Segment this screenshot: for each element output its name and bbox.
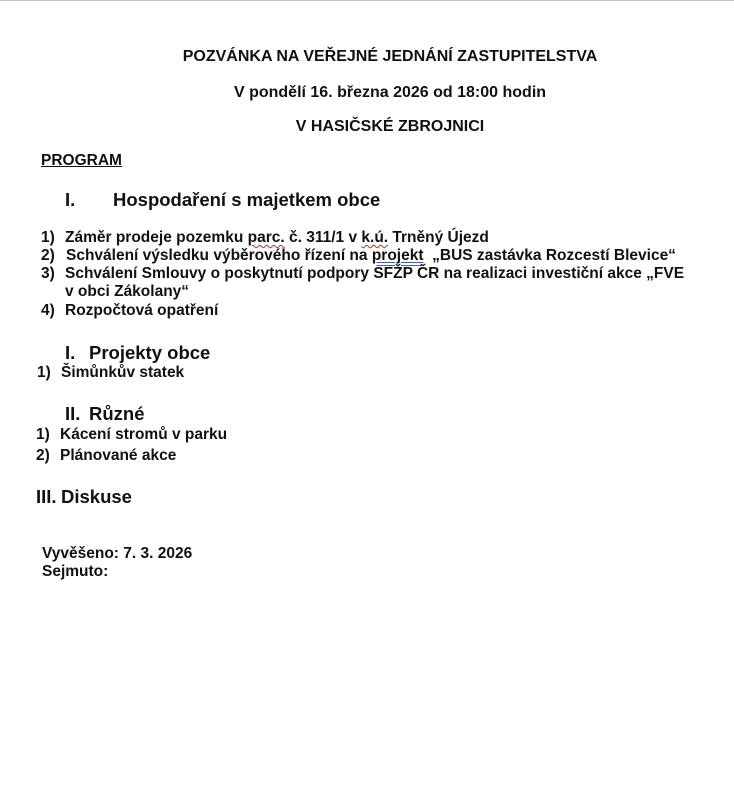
removed-date: Sejmuto: [42, 563, 109, 580]
item-number: 4) [41, 302, 55, 319]
meeting-place: V HASIČSKÉ ZBROJNICI [295, 118, 485, 135]
section-2-title: Projekty obce [89, 342, 211, 363]
list-item [36, 447, 176, 465]
item-text: Kácení stromů v parku [60, 426, 228, 443]
section-3-title: Různé [89, 403, 145, 424]
grammar-flagged-word: projekt [371, 247, 424, 264]
page-top-border [0, 0, 734, 1]
item-number: 2) [36, 447, 50, 464]
spellcheck-word: parc. [247, 229, 285, 246]
item-number: 1) [36, 426, 50, 443]
section-1-numeral: I. [65, 189, 76, 210]
item-text: Rozpočtová opatření [65, 302, 219, 319]
item-text: Schválení Smlouvy o poskytnutí podpory SFŽP ČR na realizaci investiční akce „FVE [65, 265, 685, 282]
item-text: č. 311/1 v [284, 229, 362, 246]
meeting-date: V pondělí 16. března 2026 od 18:00 hodin [233, 84, 547, 101]
document-title: POZVÁNKA NA VEŘEJNÉ JEDNÁNÍ ZASTUPITELSTVA [182, 48, 598, 65]
section-3-numeral: II. [65, 403, 81, 424]
item-number: 3) [41, 265, 55, 282]
item-number: 1) [37, 364, 51, 381]
section-2-numeral: I. [65, 342, 76, 363]
list-item [41, 302, 218, 320]
program-label: PROGRAM [41, 152, 122, 169]
item-number: 2) [41, 247, 55, 264]
item-text: Schválení výsledku výběrového řízení na [66, 247, 372, 264]
list-item-continuation: v obci Zákolany“ [65, 283, 190, 300]
item-text: „BUS zastávka Rozcestí Blevice“ [423, 247, 676, 264]
section-4-numeral: III. [36, 486, 57, 507]
item-number: 1) [41, 229, 55, 246]
spellcheck-word: k.ú. [361, 229, 389, 246]
item-text: Trněný Újezd [388, 229, 489, 246]
posted-date: Vyvěšeno: 7. 3. 2026 [42, 545, 193, 562]
list-item [36, 426, 227, 444]
list-item [41, 247, 676, 265]
section-1-title: Hospodaření s majetkem obce [113, 189, 381, 210]
item-text: Plánované akce [60, 447, 177, 464]
list-item [37, 364, 184, 382]
list-item [41, 265, 684, 283]
section-4-title: Diskuse [61, 486, 132, 507]
list-item [41, 229, 489, 247]
item-text: Šimůnkův statek [61, 364, 185, 381]
item-text: Záměr prodeje pozemku [65, 229, 248, 246]
